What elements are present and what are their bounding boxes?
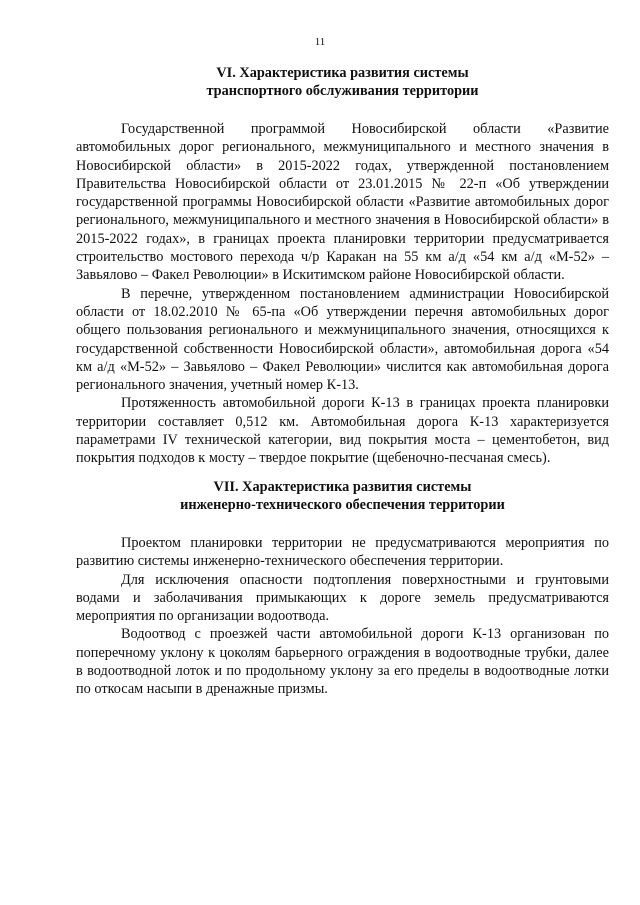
paragraph: Государственной программой Новосибирской области «Развитие автомобильных дорог регионального, межмуниципального и местного значения в Новосибирской области» в 2015-2022 годах, утвержденной постановлением Правительства Новосибирской области от 23.01.2015 № 22-п «Об утверждении государственной программы Новосибирской области «Развитие автомобильных дорог регионального, межмуниципального и местного значения в Новосибирской области» в 2015-2022 годах», в границах проекта планировки территории предусматривается строительство мостового перехода ч/р Каракан на 55 км а/д «54 км а/д «М-52» – Завьялово – Факел Революции» в Искитимском районе Новосибирской области. [76,121,609,284]
paragraph: Водоотвод с проезжей части автомобильной дороги К-13 организован по поперечному уклону к цоколям барьерного ограждения в водоотводные трубки, далее в водоотводной лоток и по продольному уклону за его пределы в водоотводные лотки по откосам насыпи в дренажные призмы. [76,626,609,698]
paragraph: В перечне, утвержденном постановлением администрации Новосибирской области от 18.02.2010 № 65-па «Об утверждении перечня автомобильных дорог общего пользования регионального и межмуниципального значения, относящихся к государственной собственности Новосибирской области», автомобильная дорога «54 км а/д «М-52» – Завьялово – Факел Революции» числится как автомобильная дорога регионального значения, учетный номер К-13. [76,285,609,394]
page-number: 11 [314,36,326,48]
heading-line: VI. Характеристика развития системы [216,65,469,81]
paragraph: Проектом планировки территории не предусматриваются мероприятия по развитию системы инженерно-технического обеспечения территории. [76,535,609,570]
section-transport [76,64,609,468]
paragraph: Протяженность автомобильной дороги К-13 в границах проекта планировки территории составляет 0,512 км. Автомобильная дорога К-13 характеризуется параметрами IV технической категории, вид покрытия моста – цементобетон, вид покрытия подходов к мосту – твердое покрытие (щебеночно-песчаная смесь). [76,395,609,467]
section-heading [76,64,609,100]
paragraph: Для исключения опасности подтопления поверхностными и грунтовыми водами и заболачивания примыкающих к дороге земель предусматриваются мероприятия по организации водоотвода. [76,571,609,625]
section-heading [76,478,609,514]
heading-line: инженерно-технического обеспечения территории [180,497,505,513]
heading-line: VII. Характеристика развития системы [213,479,472,495]
section-engineering [76,478,609,699]
heading-line: транспортного обслуживания территории [206,83,479,99]
